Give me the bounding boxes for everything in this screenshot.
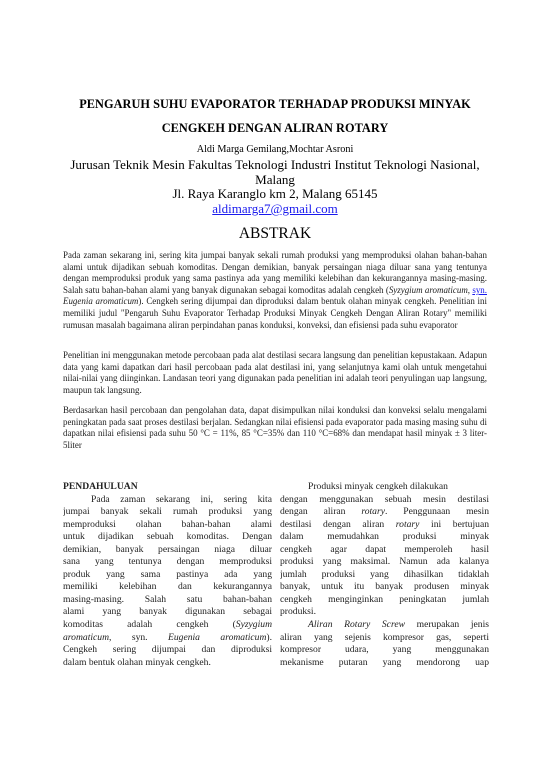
paper-title-line-2: CENGKEH DENGAN ALIRAN ROTARY [161,121,389,135]
left-column-line: memiliki kelebihan dan kekurangannya [63,581,272,593]
rotary-screw-term: Aliran Rotary Screw [308,619,405,631]
right-column-text: dengan aliran [280,506,362,518]
species-name: aromaticum [63,631,110,643]
abstract-p1-text-a: Pada zaman sekarang ini, sering kita jumpai banyak sekali rumah produksi yang memproduksi olahan bahan-bahan alami untuk dijadikan sebuah komoditas. Dengan demikian, banyak persaingan niaga diluar sana yang tentunya dengan memproduksi produk yang sama pastinya ada yang memiliki kelebihan dan kekurangannya masing-masing. Salah satu bahan-bahan alami yang banyak digunakan sebagai komoditas adalah cengkeh ( [63,250,487,295]
left-column-line: Cengkeh sering dijumpai dan diproduksi [63,644,272,656]
abstract-p1-species-1: Syzygium aromaticum [388,284,468,295]
right-column-line: cengkeh menginginkan peningkatan jumlah [280,593,489,605]
rotary-term: rotary [361,506,385,518]
right-column-line: dengan menggunakan sebuah mesin destilasi [280,493,489,505]
right-column-line: produksi. [280,606,316,618]
left-column-line: masing-masing. Salah satu bahan-bahan [63,593,272,605]
left-column-line: dalam bentuk olahan minyak cengkeh. [63,656,211,668]
affiliation-line-2: Malang [255,172,295,187]
right-column [280,481,489,669]
affiliation-address: Jl. Raya Karanglo km 2, Malang 65145 [172,186,378,201]
paper-title-line-1: PENGARUH SUHU EVAPORATOR TERHADAP PRODUKSI MINYAK [79,97,471,111]
abstract-heading: ABSTRAK [238,225,312,242]
email-link[interactable]: aldimarga7@gmail.com [212,201,338,216]
rotary-term: rotary [395,518,420,530]
left-column-line: memproduksi olahan bahan-bahan alami [63,518,272,530]
right-column-line: aliran yang sejenis kompresor gas, seperti [280,631,489,643]
right-column-line [280,506,489,519]
right-column-line: mekanisme putaran yang mendorong uap [280,656,489,668]
right-column-line: dalam memudahkan produksi minyak [280,531,489,543]
abstract-p1-text-b: , [467,284,473,295]
right-column-line: produksi yang maksimal. Namun ada kalanya [280,556,489,568]
left-column-line: produk yang sama pastinya ada yang [63,568,272,580]
right-column-line [280,519,489,532]
left-column-text: ). [266,631,272,643]
left-column-line: jumpai banyak sekali rumah produksi yang [63,506,272,518]
right-column-line: jumlah produksi yang dihasilkan tidaklah [280,568,489,580]
left-column [63,481,272,669]
right-column-line [280,619,489,632]
left-column-text: komoditas adalah cengkeh ( [63,619,236,631]
author-names: Aldi Marga Gemilang,Mochtar Asroni [196,144,354,155]
left-column-line [63,632,272,645]
right-column-text: destilasi dengan aliran [280,518,396,530]
left-column-line: sana yang tentunya dengan memproduksi [63,556,272,568]
abstract-p1-text-d: ). Cengkeh sering dijumpai dan diproduksi dalam bentuk olahan minyak cengkeh. Penelitian ini memiliki judul "Pengaruh Suhu Evaporator Terhadap Produksi Minyak Cengkeh Dengan Aliran Rotary" memiliki rumusan masalah bagaimana aliran perpindahan panas konduksi, konveksi, dan efisiensi pada suhu evaporator [63,296,487,330]
left-column-line: Pada zaman sekarang ini, sering kita [91,493,272,505]
left-column-line: alami yang banyak digunakan sebagai [63,606,272,618]
section-heading-pendahuluan: PENDAHULUAN [63,481,138,492]
abstract-p1-syn-link[interactable]: syn. [472,284,487,295]
right-column-text: . Penggunaan mesin [384,506,489,518]
right-column-line: kompresor udara, yang menggunakan [280,644,489,656]
left-column-text: , syn. [109,631,168,643]
right-column-line: banyak, untuk itu banyak produsen minyak [280,581,489,593]
species-name: Syzygium [235,619,272,631]
abstract-paragraph-3: Berdasarkan hasil percobaan dan pengolahan data, dapat disimpulkan nilai konduksi dan konveksi selalu mengalami peningkatan pada saat proses destilasi berjalan. Sedangkan nilai efisiensi pada evaporator pada masing masing suhu di dapatkan nilai efisiensi pada suhu 50 °C = 11%, 85 °C=35% dan 110 °C=68% dan mendapat hasil minyak ± 3 liter-5liter [63,405,487,450]
left-column-line: demikian, banyak persaingan niaga diluar [63,543,272,555]
affiliation-line-1: Jurusan Teknik Mesin Fakultas Teknologi Industri Institut Teknologi Nasional, [70,157,480,172]
abstract-paragraph-1 [63,250,487,331]
right-column-line: Produksi minyak cengkeh dilakukan [308,481,448,492]
left-column-line: untuk dijadikan sebuah komoditas. Dengan [63,531,272,543]
right-column-text: ini bertujuan [419,518,489,530]
right-column-line: cengkeh agar dapat memperoleh hasil [280,543,489,555]
species-name: Eugenia [167,631,200,643]
right-column-text: merupakan jenis [404,619,489,631]
abstract-paragraph-2: Penelitian ini menggunakan metode percobaan pada alat destilasi secara langsung dan penelitian kepustakaan. Adapun data yang kami dapatkan dari hasil percobaan pada alat destilasi ini, yang selanjutnya kami olah untuk mengetahui nilai-nilai yang diinginkan. Landasan teori yang digunakan pada penelitian ini adalah teori penyulingan uap langsung, maupun tak langsung. [63,350,487,395]
left-column-line [63,619,272,632]
abstract-p1-species-2: Eugenia aromaticum [63,296,139,307]
author-email [40,201,510,217]
species-name: aromaticum [220,631,267,643]
